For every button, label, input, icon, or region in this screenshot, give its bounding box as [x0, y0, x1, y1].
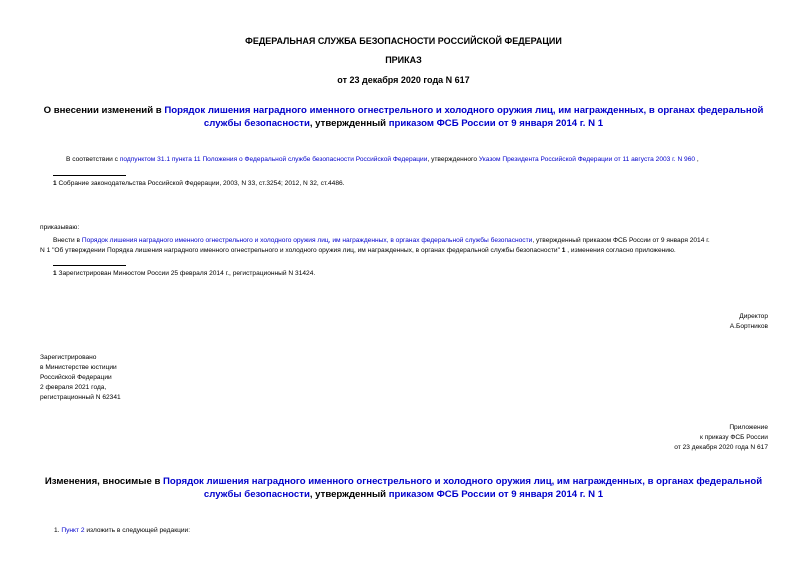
footnote-1: [53, 179, 753, 189]
order-text: , изменения согласно приложению.: [565, 247, 676, 254]
registration-line: 2 февраля 2021 года,: [40, 384, 107, 391]
registration-line: регистрационный N 62341: [40, 394, 121, 401]
order-text: Внести в: [53, 237, 82, 244]
appendix-ref-line: к приказу ФСБ России: [699, 434, 768, 441]
registration-block: [40, 353, 240, 403]
signatory-position: Директор: [739, 313, 768, 320]
item-text: изложить в следующей редакции:: [84, 527, 191, 534]
item-1-link-point-2[interactable]: Пункт 2: [61, 527, 85, 534]
order-text: N 1 "Об утверждении Порядка лишения наградного именного огнестрельного и холодного оружия лиц, им награжденных, в органах федеральной службы безопасности": [40, 247, 562, 254]
signatory-name: А.Бортников: [729, 323, 768, 330]
registration-line: в Министерстве юстиции: [40, 364, 117, 371]
appendix-ref-line: от 23 декабря 2020 года N 617: [674, 444, 768, 451]
footnote-text: Зарегистрирован Минюстом России 25 февраля 2014 г., регистрационный N 31424.: [56, 270, 316, 277]
appendix-title-prefix: Изменения, вносимые в: [44, 476, 164, 487]
appendix-title-middle: , утвержденный: [309, 489, 389, 500]
footnote-mark: 1: [53, 270, 57, 277]
order-footnote-mark: 1: [561, 247, 566, 254]
preamble-paragraph: [66, 155, 786, 165]
title-link-order[interactable]: приказом ФСБ России от 9 января 2014 г. N 1: [388, 118, 604, 129]
footnote-text: Собрание законодательства Российской Федерации, 2003, N 33, ст.3254; 2012, N 32, ст.4486.: [56, 180, 345, 187]
order-label: приказываю:: [40, 224, 80, 231]
document-date-number: от 23 декабря 2020 года N 617: [337, 75, 470, 85]
appendix-ref-line: Приложение: [729, 424, 768, 431]
item-text: 1.: [54, 527, 62, 534]
title-link-procedure[interactable]: Порядок лишения наградного именного огнестрельного и холодного оружия лиц, им награжденных, в органах федеральной службы безопасности: [164, 105, 764, 129]
order-paragraph: [40, 236, 775, 256]
footnote-mark: 1: [53, 180, 57, 187]
appendix-title: [40, 475, 767, 501]
registration-line: Зарегистрировано: [40, 354, 97, 361]
registration-line: Российской Федерации: [40, 374, 112, 381]
order-link-procedure[interactable]: Порядок лишения наградного именного огнестрельного и холодного оружия лиц, им награжденных, в органах федеральной службы безопасности: [81, 237, 533, 244]
title-prefix: О внесении изменений в: [43, 105, 165, 116]
footnote-2: [53, 269, 753, 279]
footnote-divider: [53, 265, 126, 266]
order-text: , утвержденный приказом ФСБ России от 9 января 2014 г.: [532, 237, 710, 244]
document-title: [40, 104, 767, 130]
footnote-divider: [53, 175, 126, 176]
order-line-2: [40, 246, 775, 256]
appendix-title-link-procedure[interactable]: Порядок лишения наградного именного огнестрельного и холодного оружия лиц, им награжденных, в органах федеральной службы безопасности: [163, 476, 763, 500]
preamble-text: ,: [695, 156, 699, 163]
preamble-link-regulation[interactable]: Положения о Федеральной службе безопасности Российской Федерации: [202, 156, 428, 163]
preamble-link-decree[interactable]: Указом Президента Российской Федерации от 11 августа 2003 г. N 960: [478, 156, 696, 163]
title-middle: , утвержденный: [309, 118, 389, 129]
order-line-1: [40, 236, 775, 246]
document-type: ПРИКАЗ: [385, 55, 422, 65]
item-1: [54, 526, 554, 536]
preamble-text: В соответствии с: [66, 156, 120, 163]
appendix-title-link-order[interactable]: приказом ФСБ России от 9 января 2014 г. N 1: [388, 489, 604, 500]
preamble-text: , утвержденного: [427, 156, 479, 163]
appendix-reference: [560, 423, 768, 453]
preamble-link-subpoint[interactable]: подпунктом 31.1 пункта 11: [119, 156, 201, 163]
agency-name: ФЕДЕРАЛЬНАЯ СЛУЖБА БЕЗОПАСНОСТИ РОССИЙСКОЙ ФЕДЕРАЦИИ: [245, 36, 562, 46]
